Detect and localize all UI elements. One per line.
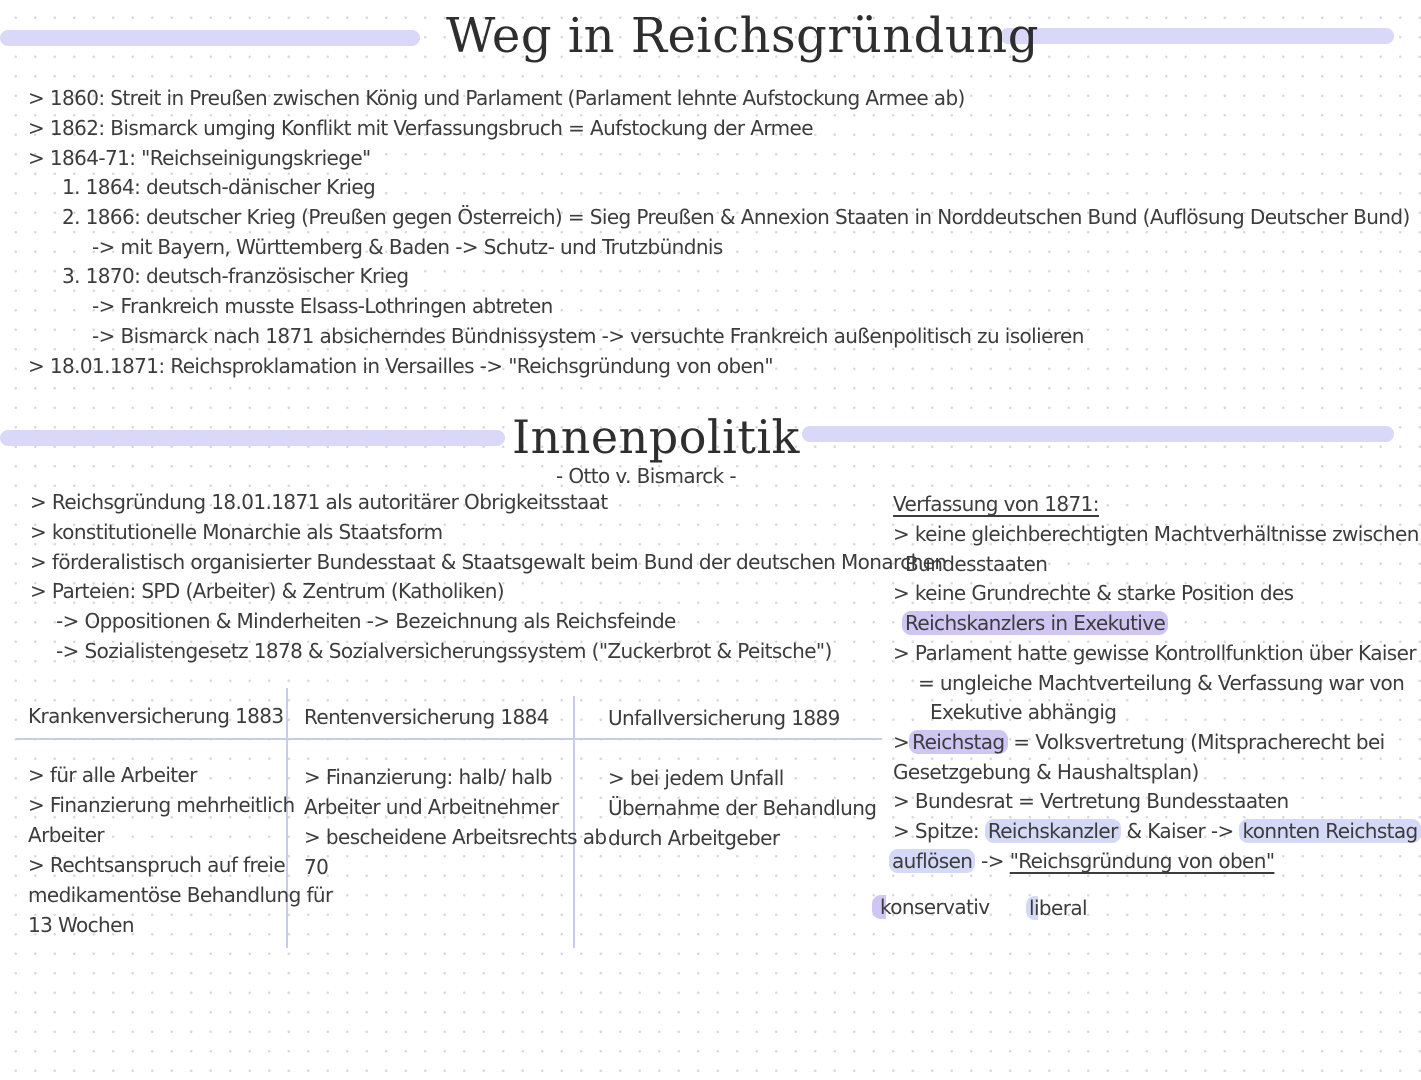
- s1-line-7: 3. 1870: deutsch-französischer Krieg: [62, 264, 409, 288]
- highlight-reichskanzler: Reichskanzler: [985, 819, 1121, 843]
- section2-bar-right: [802, 426, 1394, 442]
- constitution-line: > Spitze: Reichskanzler & Kaiser -> konnten Reichstag: [893, 816, 1421, 846]
- s1-line-10: > 18.01.1871: Reichsproklamation in Versailles -> "Reichsgründung von oben": [28, 354, 773, 378]
- highlight-konnten-reichstag: konnten Reichstag: [1239, 819, 1420, 843]
- constitution-line: [902, 608, 1168, 638]
- s1-line-6: -> mit Bayern, Württemberg & Baden -> Schutz- und Trutzbündnis: [92, 235, 723, 259]
- constitution-line: > keine gleichberechtigten Machtverhältnisse zwischen: [893, 522, 1419, 546]
- col2-line: 70: [304, 855, 329, 879]
- col2-line: Arbeiter und Arbeitnehmer: [304, 795, 559, 819]
- col1-line: medikamentöse Behandlung für: [28, 883, 333, 907]
- s1-line-4: 1. 1864: deutsch-dänischer Krieg: [62, 175, 376, 199]
- col3-line: durch Arbeitgeber: [608, 826, 780, 850]
- highlight-reichskanzler-exekutive: Reichskanzlers in Exekutive: [902, 611, 1168, 635]
- constitution-line: > Reichstag = Volksvertretung (Mitspracherecht bei: [893, 730, 1385, 754]
- section1-title: Weg in Reichsgründung: [446, 8, 1039, 64]
- constitution-heading: Verfassung von 1871:: [893, 492, 1099, 516]
- s2-line-2: > konstitutionelle Monarchie als Staatsform: [30, 520, 443, 544]
- col2-body: [304, 762, 606, 882]
- col1-line: > Rechtsanspruch auf freie: [28, 853, 286, 877]
- col2-line: > bescheidene Arbeitsrechts ab: [304, 825, 607, 849]
- legend-conservative: konservativ: [872, 892, 992, 922]
- col2-header: Rentenversicherung 1884: [304, 705, 549, 729]
- col3-header: Unfallversicherung 1889: [608, 706, 840, 730]
- constitution-line: auflösen -> "Reichsgründung von oben": [889, 846, 1274, 876]
- s2-line-1: > Reichsgründung 18.01.1871 als autoritärer Obrigkeitsstaat: [30, 490, 608, 514]
- constitution-line: Gesetzgebung & Haushaltsplan): [893, 760, 1199, 784]
- legend-liberal: liberal: [1026, 893, 1090, 923]
- section2-subtitle: - Otto v. Bismarck -: [556, 464, 736, 488]
- s1-line-2: > 1862: Bismarck umging Konflikt mit Verfassungsbruch = Aufstockung der Armee: [28, 116, 813, 140]
- s1-line-5: 2. 1866: deutscher Krieg (Preußen gegen Österreich) = Sieg Preußen & Annexion Staaten in Norddeutschen Bund (Auflösung Deutscher Bund): [62, 205, 1410, 229]
- col1-header: Krankenversicherung 1883: [28, 704, 284, 728]
- highlight-reichstag: Reichstag: [909, 730, 1007, 754]
- constitution-line: > Parlament hatte gewisse Kontrollfunktion über Kaiser: [893, 641, 1416, 665]
- s1-line-8: -> Frankreich musste Elsass-Lothringen abtreten: [92, 294, 553, 318]
- constitution-line: Exekutive abhängig: [930, 700, 1117, 724]
- s2-line-3: > förderalistisch organisierter Bundesstaat & Staatsgewalt beim Bund der deutschen Monarchen: [30, 550, 947, 574]
- constitution-line: > keine Grundrechte & starke Position des: [893, 581, 1294, 605]
- s2-line-6: -> Sozialistengesetz 1878 & Sozialversicherungssystem ("Zuckerbrot & Peitsche"): [56, 639, 832, 663]
- col1-line: > Finanzierung mehrheitlich: [28, 793, 295, 817]
- underlined-reichsgruendung: "Reichsgründung von oben": [1009, 849, 1275, 873]
- constitution-line: > Bundesrat = Vertretung Bundesstaaten: [893, 789, 1289, 813]
- col3-line: > bei jedem Unfall: [608, 766, 784, 790]
- s1-line-1: > 1860: Streit in Preußen zwischen König und Parlament (Parlament lehnte Aufstockung Armee ab): [28, 86, 965, 110]
- header-bar-left: [0, 30, 420, 46]
- col1-line: > für alle Arbeiter: [28, 763, 197, 787]
- highlight-aufloesen: auflösen: [889, 849, 975, 873]
- section2-bar-left: [0, 430, 505, 446]
- s2-line-5: -> Oppositionen & Minderheiten -> Bezeichnung als Reichsfeinde: [56, 609, 676, 633]
- s2-line-4: > Parteien: SPD (Arbeiter) & Zentrum (Katholiken): [30, 579, 504, 603]
- table-divider-horizontal: [16, 738, 882, 740]
- col3-line: Übernahme der Behandlung: [608, 796, 877, 820]
- constitution-line: = ungleiche Machtverteilung & Verfassung war von: [918, 671, 1405, 695]
- header-bar-right: [1000, 28, 1394, 44]
- s1-line-9: -> Bismarck nach 1871 absicherndes Bündnissystem -> versuchte Frankreich außenpolitisch zu isolieren: [92, 324, 1084, 348]
- col1-line: Arbeiter: [28, 823, 105, 847]
- col2-line: > Finanzierung: halb/ halb: [304, 765, 552, 789]
- constitution-line: Bundesstaaten: [905, 552, 1048, 576]
- col1-body: [28, 760, 333, 940]
- section2-title: Innenpolitik: [512, 410, 800, 464]
- s1-line-3: > 1864-71: "Reichseinigungskriege": [28, 146, 371, 170]
- col3-body: [608, 763, 876, 853]
- col1-line: 13 Wochen: [28, 913, 134, 937]
